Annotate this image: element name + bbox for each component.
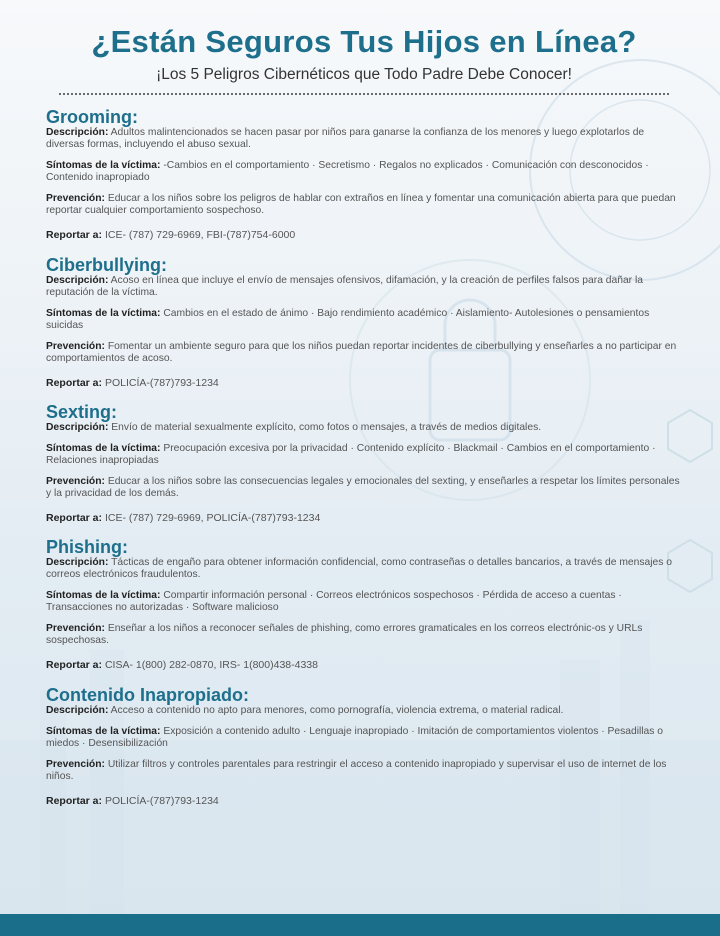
prevention-row — [46, 341, 682, 365]
description-text: Acoso en línea que incluye el envío de mensajes ofensivos, difamación, y la creación de perfiles falsos para dañar la reputación de la víctima. — [46, 275, 643, 298]
symptoms-row — [46, 443, 682, 467]
symptoms-text: Compartir información personal · Correos electrónicos sospechosos · Pérdida de acceso a cuentas · Transacciones no autorizadas · Software malicioso — [46, 590, 622, 613]
content — [0, 24, 720, 807]
description-text: Adultos malintencionados se hacen pasar por niños para ganarse la confianza de los menores y luego explotarlos de diversas formas, incluyendo el abuso sexual. — [46, 127, 645, 150]
page-subtitle: ¡Los 5 Peligros Cibernéticos que Todo Padre Debe Conocer! — [156, 66, 572, 83]
description-label: Descripción: — [46, 127, 109, 138]
symptoms-text: Exposición a contenido adulto · Lenguaje inapropiado · Imitación de comportamientos violentos · Pesadillas o miedos · Desensibilización — [46, 726, 664, 749]
symptoms-label: Síntomas de la víctima: — [46, 590, 161, 601]
section-0 — [46, 107, 682, 241]
symptoms-row — [46, 590, 682, 614]
report-label: Reportar a: — [46, 229, 103, 241]
symptoms-row — [46, 160, 682, 184]
section-title: Phishing: — [46, 537, 128, 557]
section-1 — [46, 255, 682, 389]
report-text: ICE- (787) 729-6969, POLICÍA-(787)793-1234 — [104, 512, 321, 524]
description-row — [46, 705, 682, 717]
prevention-row — [46, 193, 682, 217]
prevention-text: Utilizar filtros y controles parentales para restringir el acceso a contenido inapropiado y supervisar el uso de internet de los niños. — [46, 759, 667, 782]
section-2 — [46, 402, 682, 524]
report-row — [46, 229, 682, 241]
prevention-label: Prevención: — [46, 193, 105, 204]
prevention-row — [46, 759, 682, 783]
prevention-label: Prevención: — [46, 341, 105, 352]
report-label: Reportar a: — [46, 512, 103, 524]
description-text: Envío de material sexualmente explícito, como fotos o mensajes, a través de medios digitales. — [111, 422, 542, 433]
report-text: ICE- (787) 729-6969, FBI-(787)754-6000 — [104, 229, 296, 241]
description-row — [46, 127, 682, 151]
report-row — [46, 512, 682, 524]
description-row — [46, 557, 682, 581]
description-label: Descripción: — [46, 275, 109, 286]
dotted-divider — [59, 93, 669, 95]
report-label: Reportar a: — [46, 377, 103, 389]
description-label: Descripción: — [46, 705, 109, 716]
prevention-row — [46, 623, 682, 647]
page-title: ¿Están Seguros Tus Hijos en Línea? — [91, 24, 637, 59]
prevention-text: Enseñar a los niños a reconocer señales de phishing, como errores gramaticales en los correos electrónic-os y URLs sospechosas. — [46, 623, 643, 646]
section-3 — [46, 537, 682, 671]
section-title: Ciberbullying: — [46, 255, 167, 275]
prevention-text: Educar a los niños sobre las consecuencias legales y emocionales del sexting, y enseñarles a respetar los límites personales y la privacidad de los demás. — [46, 476, 680, 499]
section-title: Sexting: — [46, 402, 118, 422]
description-text: Acceso a contenido no apto para menores, como pornografía, violencia extrema, o material radical. — [110, 705, 564, 716]
section-title: Grooming: — [46, 107, 138, 127]
section-4 — [46, 685, 682, 807]
report-row — [46, 795, 682, 807]
symptoms-label: Síntomas de la víctima: — [46, 726, 161, 737]
report-text: POLICÍA-(787)793-1234 — [104, 795, 219, 807]
symptoms-row — [46, 308, 682, 332]
prevention-row — [46, 476, 682, 500]
symptoms-label: Síntomas de la víctima: — [46, 443, 161, 454]
bottom-bar — [0, 914, 720, 936]
prevention-label: Prevención: — [46, 759, 105, 770]
report-row — [46, 659, 682, 671]
prevention-text: Fomentar un ambiente seguro para que los niños puedan reportar incidentes de ciberbullying y enseñarles a no participar en comportamientos de acoso. — [46, 341, 677, 364]
report-text: POLICÍA-(787)793-1234 — [104, 377, 219, 389]
symptoms-row — [46, 726, 682, 750]
section-title: Contenido Inapropiado: — [46, 685, 249, 705]
prevention-label: Prevención: — [46, 476, 105, 487]
sections-list — [46, 107, 682, 807]
report-label: Reportar a: — [46, 795, 103, 807]
symptoms-text: Cambios en el estado de ánimo · Bajo rendimiento académico · Aislamiento- Autolesiones o pensamientos suicidas — [46, 308, 650, 331]
description-row — [46, 275, 682, 299]
symptoms-text: -Cambios en el comportamiento · Secretismo · Regalos no explicados · Comunicación con desconocidos · Contenido inapropiado — [46, 160, 649, 183]
prevention-label: Prevención: — [46, 623, 105, 634]
symptoms-label: Síntomas de la víctima: — [46, 308, 161, 319]
description-label: Descripción: — [46, 422, 109, 433]
description-row — [46, 422, 682, 434]
prevention-text: Educar a los niños sobre los peligros de hablar con extraños en línea y fomentar una comunicación abierta para que puedan reportar cualquier comportamiento sospechoso. — [46, 193, 676, 216]
report-row — [46, 377, 682, 389]
description-text: Tácticas de engaño para obtener información confidencial, como contraseñas o detalles bancarios, a través de mensajes o correos electrónicos fraudulentos. — [46, 557, 672, 580]
report-text: CISA- 1(800) 282-0870, IRS- 1(800)438-4338 — [104, 659, 318, 671]
symptoms-text: Preocupación excesiva por la privacidad · Contenido explícito · Blackmail · Cambios en el comportamiento · Relaciones inapropiadas — [46, 443, 656, 466]
report-label: Reportar a: — [46, 659, 103, 671]
symptoms-label: Síntomas de la víctima: — [46, 160, 161, 171]
description-label: Descripción: — [46, 557, 109, 568]
